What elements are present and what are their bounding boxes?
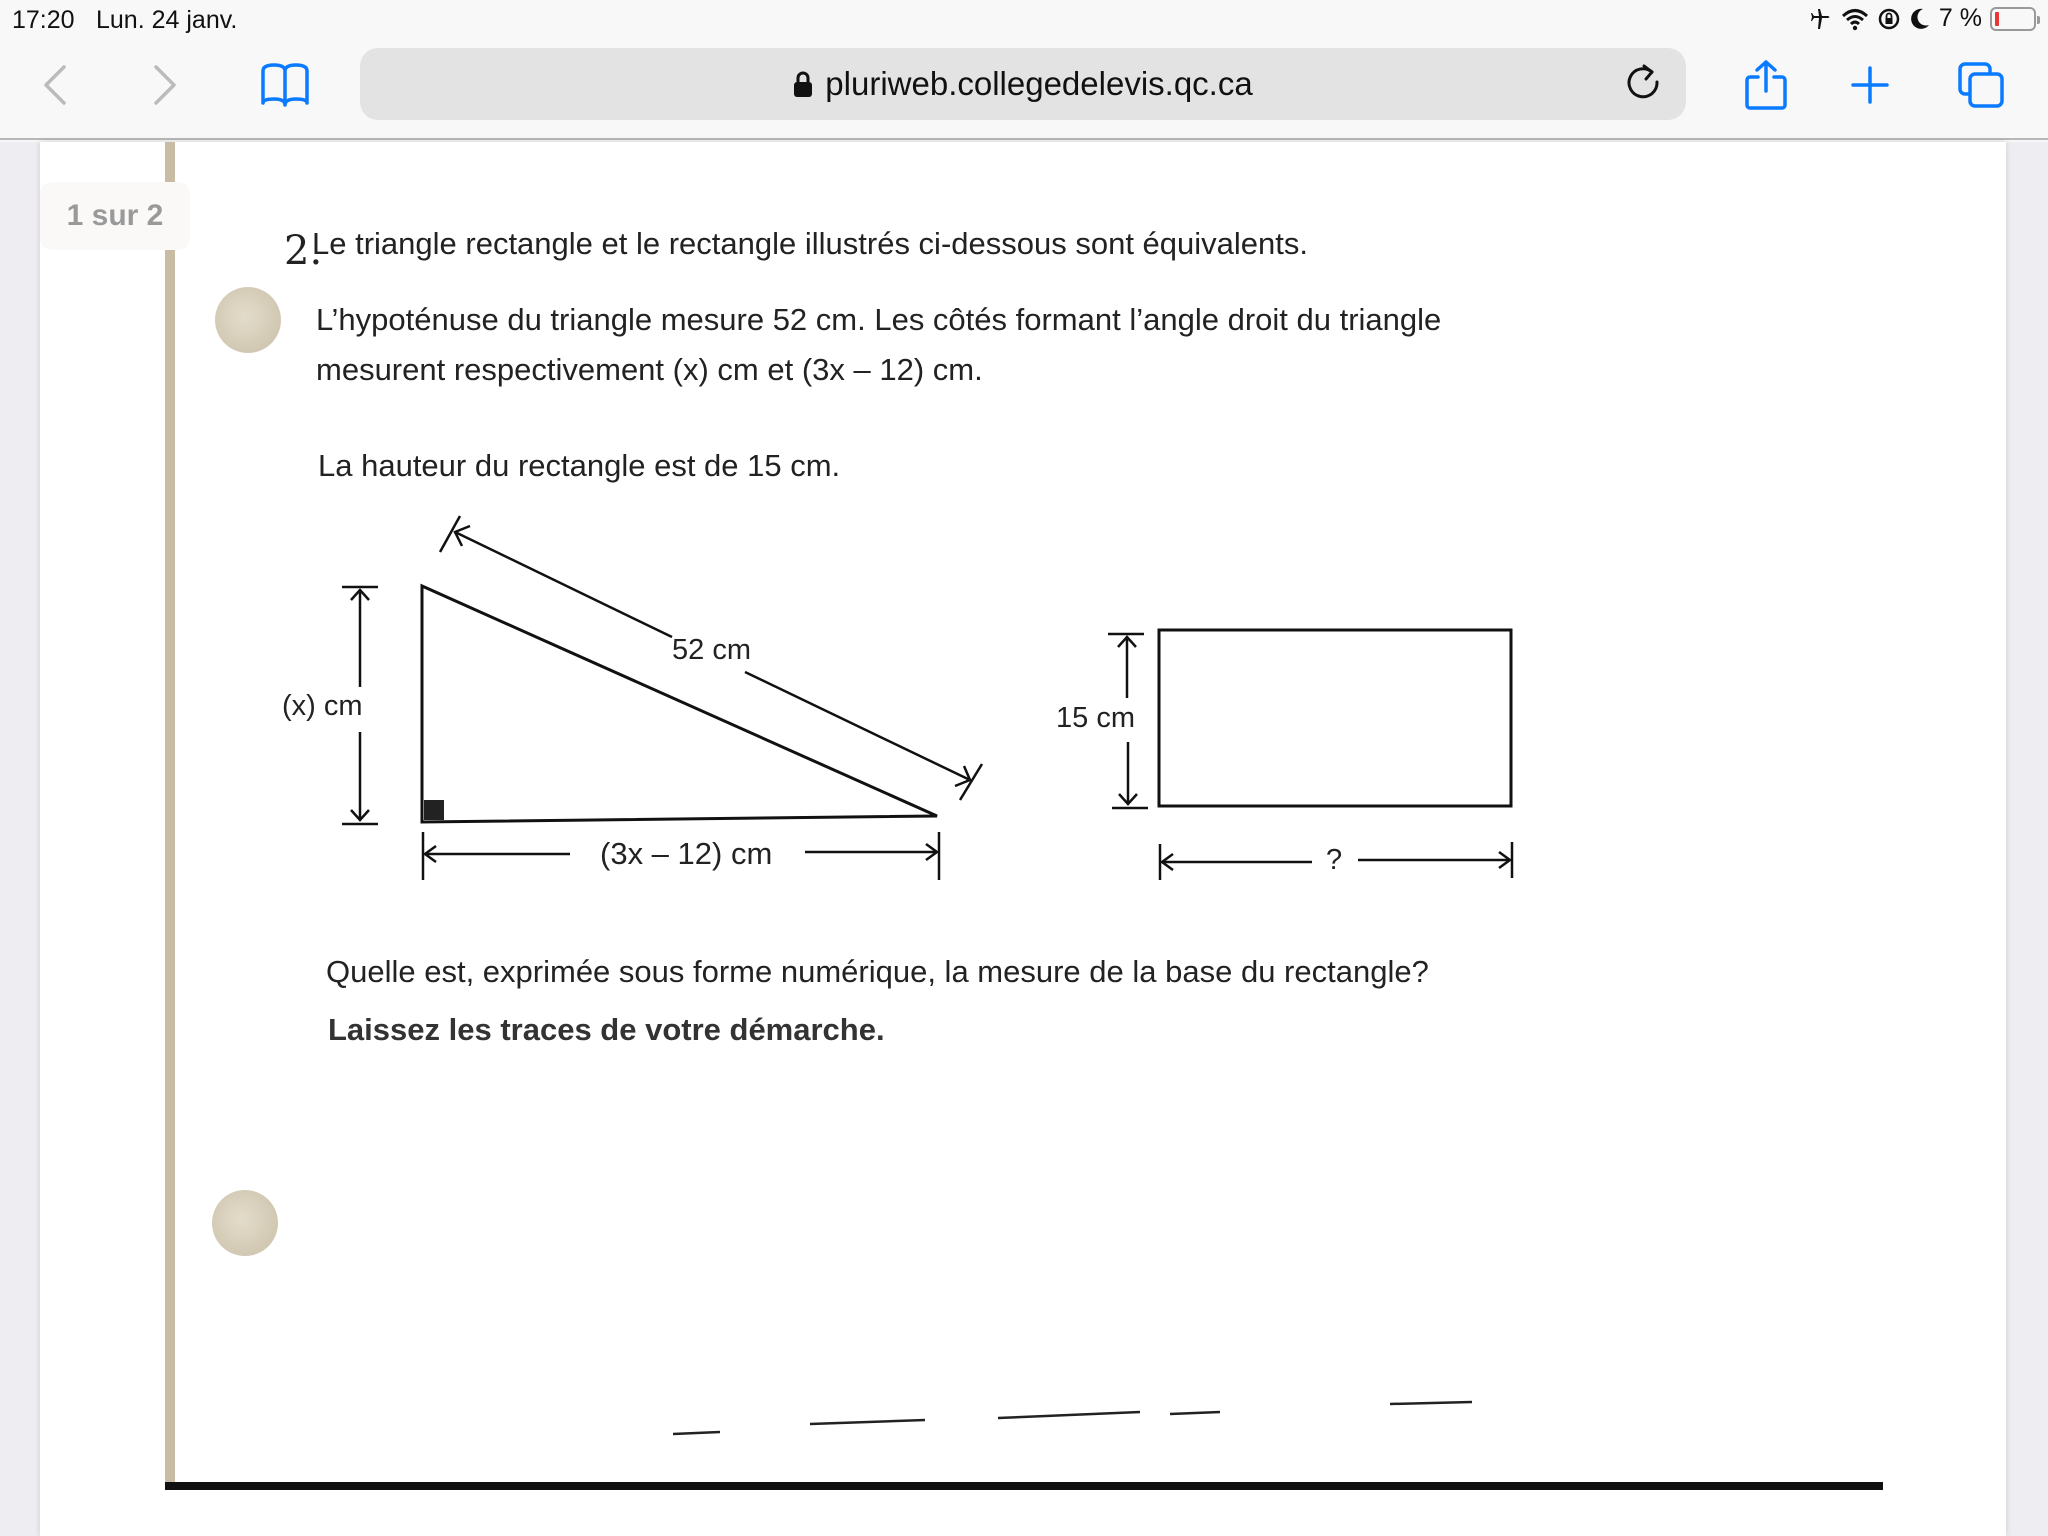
statement-line-2: L’hypoténuse du triangle mesure 52 cm. Les côtés formant l’angle droit du triangle	[316, 302, 1442, 337]
wifi-icon	[1841, 7, 1869, 31]
browser-toolbar	[0, 40, 2048, 140]
statement-line-3: mesurent respectivement (x) cm et (3x – 12) cm.	[316, 352, 983, 387]
status-icons	[1809, 4, 2036, 33]
page-indicator: 1 sur 2	[40, 182, 190, 250]
chevron-right-icon	[150, 63, 180, 107]
plus-icon	[1850, 65, 1890, 105]
document-page	[40, 142, 2006, 1536]
tabs-button[interactable]	[1954, 40, 2008, 130]
rectangle-base-label: ?	[1326, 844, 1343, 876]
statement-line-4: La hauteur du rectangle est de 15 cm.	[318, 448, 841, 483]
reload-icon[interactable]	[1622, 62, 1666, 106]
page-bottom-border	[165, 1482, 1883, 1490]
battery-icon	[1990, 7, 2036, 31]
orientation-lock-icon	[1877, 7, 1901, 31]
statement-line-1: Le triangle rectangle et le rectangle illustrés ci-dessous sont équivalents.	[312, 226, 1308, 261]
question-number: 2.	[284, 228, 323, 274]
bookmarks-button[interactable]	[250, 40, 320, 130]
share-button[interactable]	[1736, 40, 1796, 130]
triangle-height-label: (x) cm	[282, 690, 363, 722]
pdf-viewer[interactable]	[0, 142, 2048, 1536]
triangle-base-label: (3x – 12) cm	[600, 836, 773, 871]
airplane-icon	[1809, 7, 1833, 31]
share-icon	[1744, 59, 1788, 111]
tabs-icon	[1957, 61, 2005, 109]
forward-button[interactable]	[140, 40, 190, 130]
moon-icon	[1909, 7, 1931, 31]
address-bar[interactable]	[360, 48, 1686, 120]
new-tab-button[interactable]	[1845, 40, 1895, 130]
back-button[interactable]	[30, 40, 80, 130]
instruction-text: Laissez les traces de votre démarche.	[328, 1012, 885, 1047]
status-time: 17:20	[12, 6, 75, 34]
book-icon	[260, 63, 310, 107]
question-text: Quelle est, exprimée sous forme numérique, la mesure de la base du rectangle?	[326, 954, 1429, 989]
scan-marks	[40, 142, 2006, 1536]
url-text: pluriweb.collegedelevis.qc.ca	[825, 65, 1253, 102]
hypotenuse-label: 52 cm	[672, 634, 751, 666]
chevron-left-icon	[40, 63, 70, 107]
rectangle-height-label: 15 cm	[1056, 702, 1135, 734]
status-bar	[0, 0, 2048, 40]
status-date: Lun. 24 janv.	[96, 6, 238, 34]
lock-icon	[793, 70, 813, 98]
battery-percent: 7 %	[1938, 4, 1982, 32]
